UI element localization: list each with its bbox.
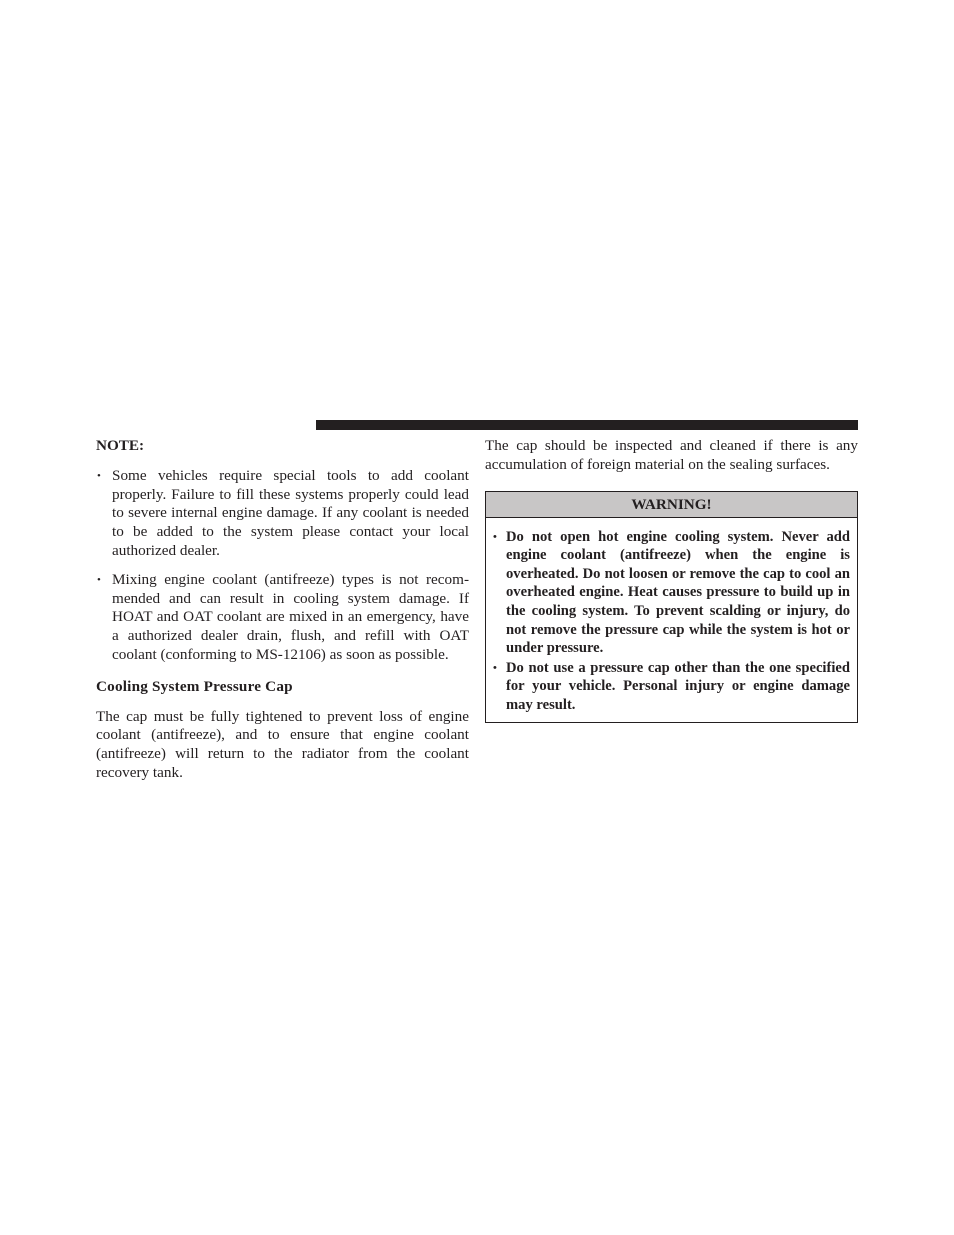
warning-body: [486, 518, 857, 722]
section-heading: Cooling System Pressure Cap: [96, 677, 293, 695]
note-bullet-item: • Mixing engine coolant (antifreeze) types is not recommended and can result in cooling system damage. If HOAT and OAT coolant are mixed in an emergency, have a authorized dealer drain, flush, and refill with OAT coolant (conforming to MS-12106) as soon as possible.: [96, 571, 469, 665]
section-paragraph: The cap must be fully tightened to prevent loss of engine coolant (antifreeze), and to ensure that engine coolant (antifreeze) will return to the radiator from the coolant recovery tank.: [96, 707, 469, 781]
right-column: [485, 437, 858, 723]
note-bullet-item: • Some vehicles require special tools to add coolant properly. Failure to fill these systems properly could lead to severe internal engine damage. If any coolant is needed to be added to the system please contact your local authorized dealer.: [96, 467, 469, 561]
warning-title: WARNING!: [486, 492, 857, 518]
note-bullet-list: [96, 467, 469, 665]
warning-bullet-list: [493, 528, 850, 715]
note-label: NOTE:: [96, 437, 145, 454]
intro-paragraph: The cap should be inspected and cleaned if there is any accumulation of foreign material on the sealing surfaces.: [485, 437, 858, 473]
warning-box: [485, 491, 858, 723]
section-header-bar: [316, 420, 858, 430]
left-column: [96, 437, 469, 783]
warning-bullet-item: • Do not use a pressure cap other than the one specified for your vehicle. Personal injury or engine damage may result.: [493, 659, 850, 715]
warning-bullet-item: • Do not open hot engine cooling system. Never add engine coolant (antifreeze) when the engine is overheated. Do not loosen or remove the cap to cool an overheated engine. Heat causes pressure to build up in the cooling system. To prevent scalding or injury, do not remove the pressure cap while the system is hot or under pressure.: [493, 528, 850, 658]
